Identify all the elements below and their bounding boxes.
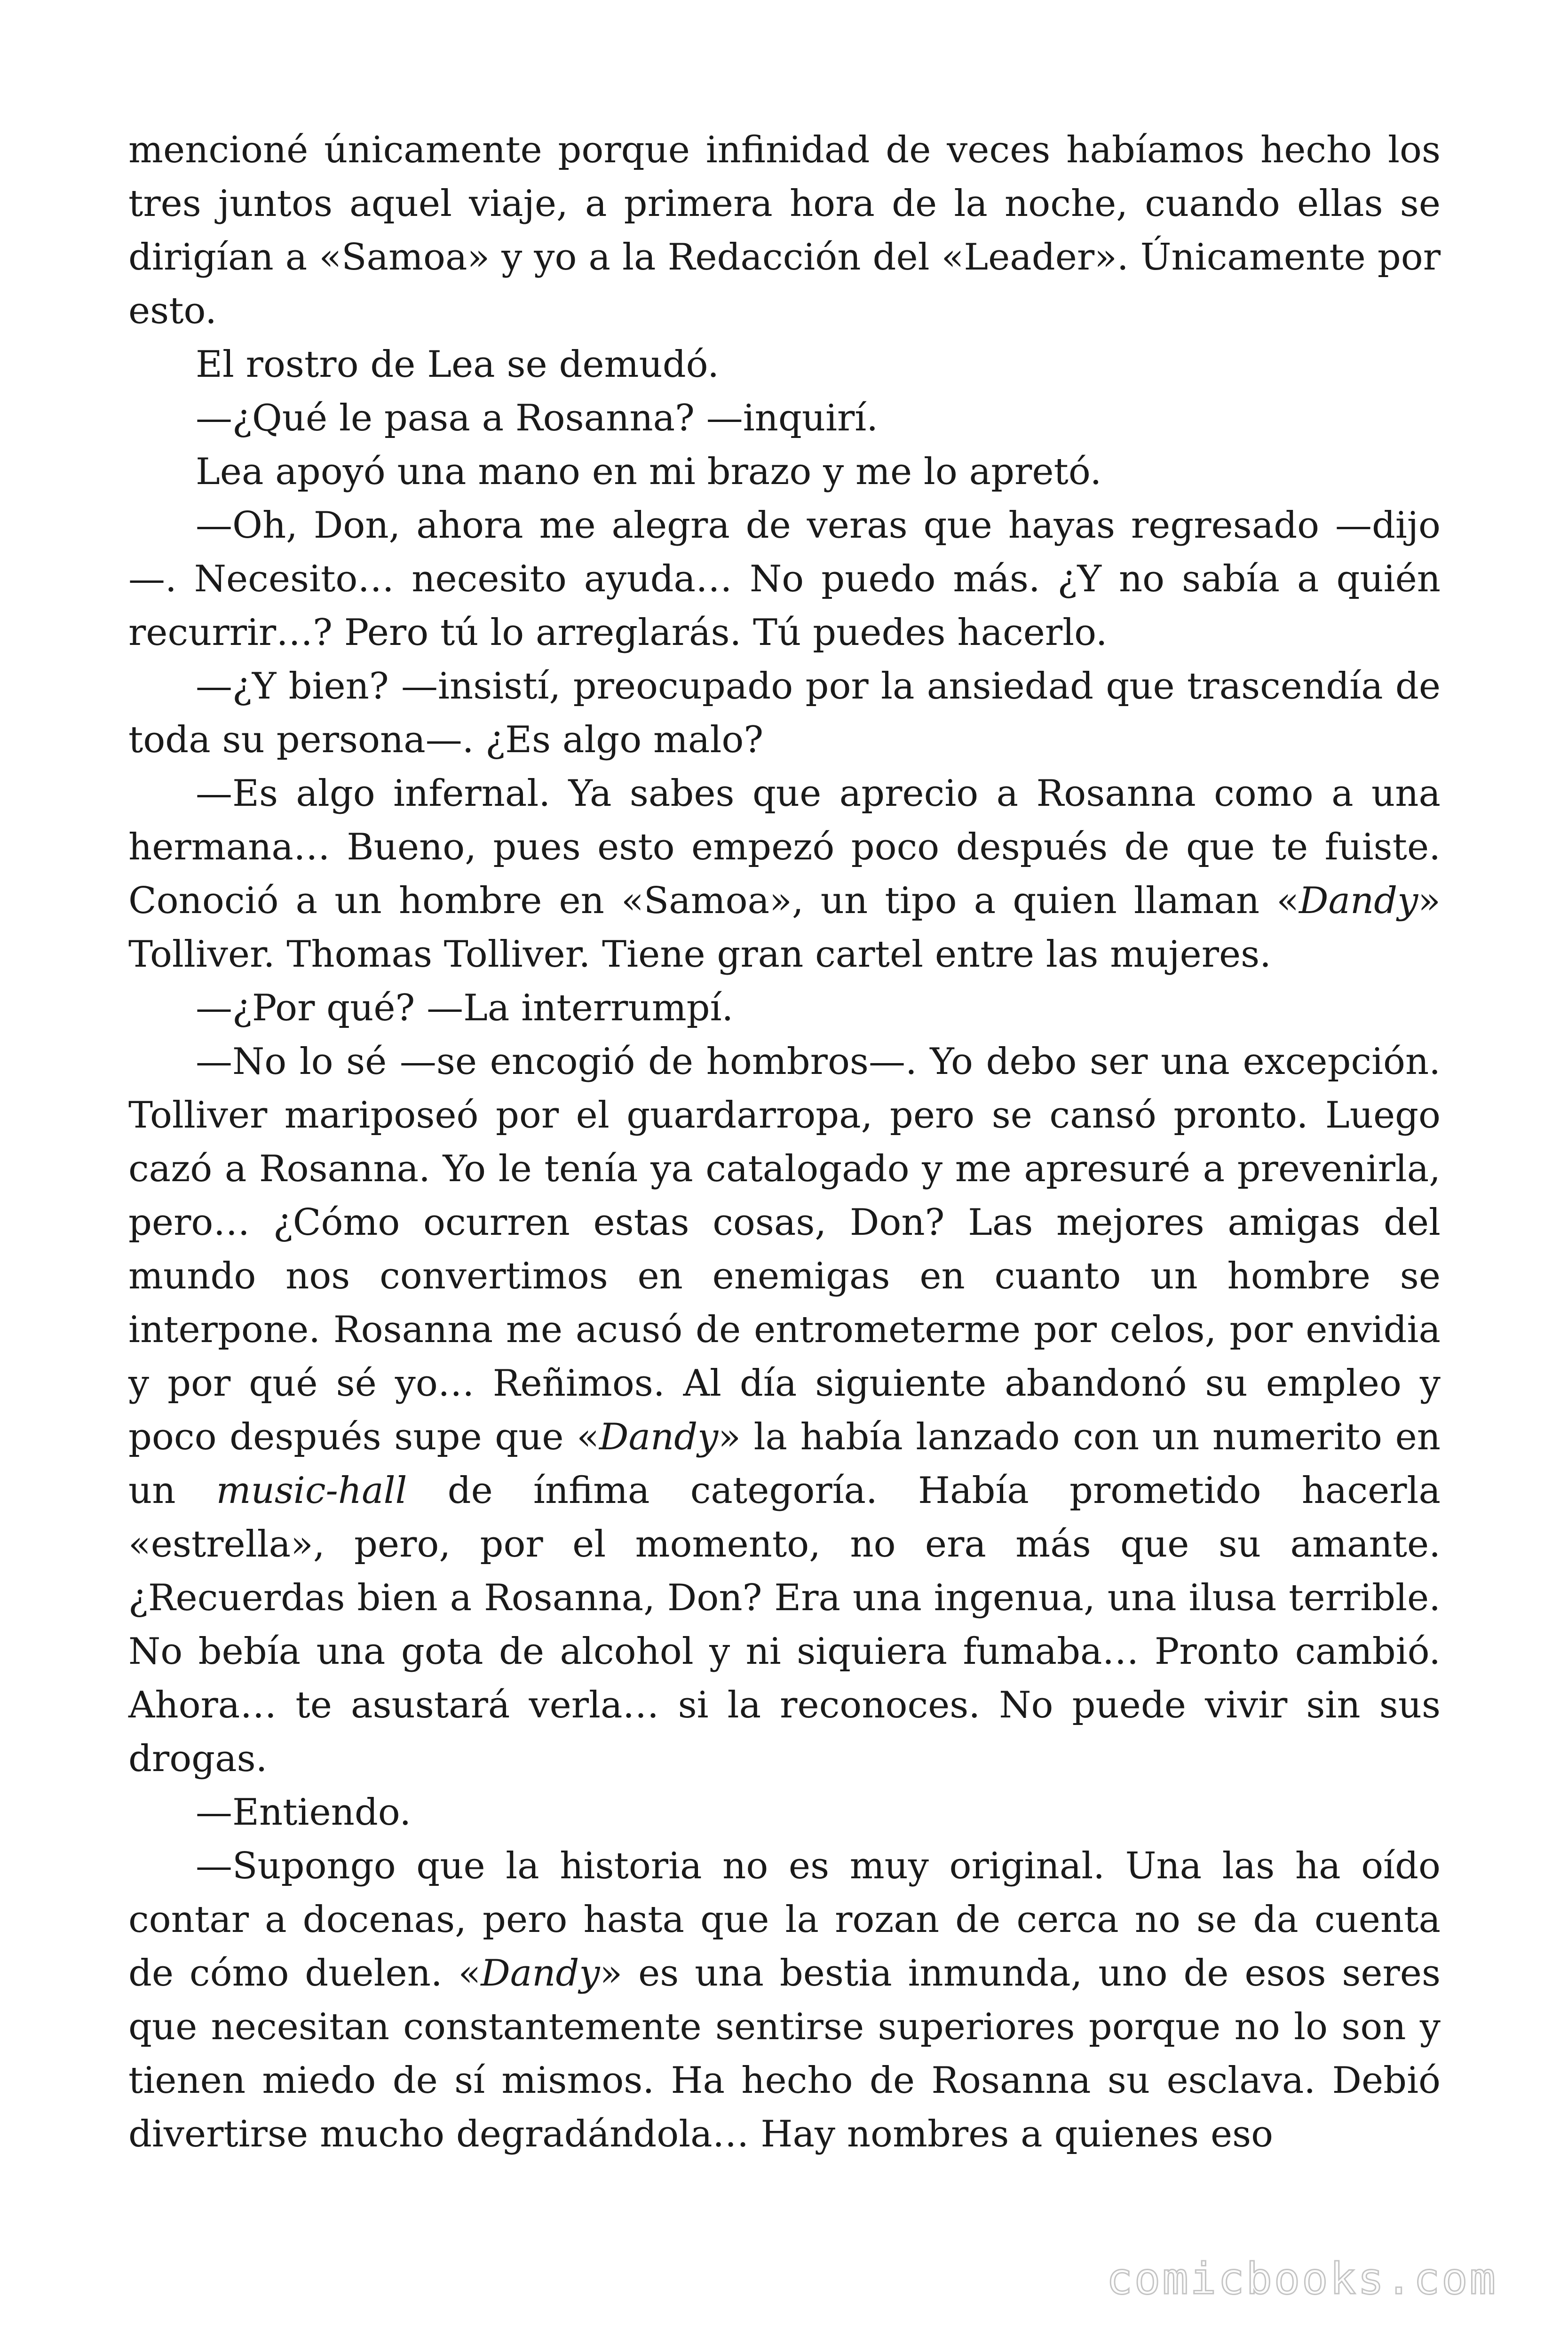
text-run: —¿Y bien? —insistí, preocupado por la ansiedad que trascendía de toda su persona—. ¿Es algo malo? xyxy=(128,665,1441,761)
paragraph xyxy=(128,499,1441,660)
text-run: Lea apoyó una mano en mi brazo y me lo apretó. xyxy=(196,451,1102,493)
paragraph xyxy=(128,1035,1441,1786)
text-run: » Tolliver. Thomas Tolliver. Tiene gran cartel entre las mujeres. xyxy=(128,880,1441,976)
text-run: de ínfima categoría. Había prometido hacerla «estrella», pero, por el momento, no era más que su amante. ¿Recuerdas bien a Rosanna, Don? Era una ingenua, una ilusa terrible. No bebía una gota de alcohol y ni siquiera fumaba… Pronto cambió. Ahora… te asustará verla… si la reconoces. No puede vivir sin sus drogas. xyxy=(128,1470,1441,1780)
text-run: —Es algo infernal. Ya sabes que aprecio a Rosanna como a una hermana… Bueno, pues esto empezó poco después de que te fuiste. Conoció a un hombre en «Samoa», un tipo a quien llaman « xyxy=(128,772,1441,922)
paragraph xyxy=(128,660,1441,767)
paragraph xyxy=(128,1839,1441,2161)
text-run: —No lo sé —se encogió de hombros—. Yo debo ser una excepción. Tolliver mariposeó por el guardarropa, pero se cansó pronto. Luego cazó a Rosanna. Yo le tenía ya catalogado y me apresuré a prevenirla, pero… ¿Cómo ocurren estas cosas, Don? Las mejores amigas del mundo nos convertimos en enemigas en cuanto un hombre se interpone. Rosanna me acusó de entrometerme por celos, por envidia y por qué sé yo… Reñimos. Al día siguiente abandonó su empleo y poco después supe que « xyxy=(128,1041,1441,1458)
watermark: comicbooks.com xyxy=(1106,2254,1497,2304)
text-column xyxy=(128,123,1441,2161)
text-run: —¿Qué le pasa a Rosanna? —inquirí. xyxy=(196,397,879,439)
italic-text: music-hall xyxy=(216,1470,407,1512)
text-run: mencioné únicamente porque infinidad de veces habíamos hecho los tres juntos aquel viaje, a primera hora de la noche, cuando ellas se dirigían a «Samoa» y yo a la Redacción del «Leader». Únicamente por esto. xyxy=(128,129,1441,332)
paragraph xyxy=(128,1786,1441,1839)
italic-text: Dandy xyxy=(1299,880,1418,922)
paragraph xyxy=(128,981,1441,1035)
text-run: El rostro de Lea se demudó. xyxy=(196,343,720,386)
italic-text: Dandy xyxy=(481,1952,600,1994)
text-run: » es una bestia inmunda, uno de esos seres que necesitan constantemente sentirse superiores porque no lo son y tienen miedo de sí mismos. Ha hecho de Rosanna su esclava. Debió divertirse mucho degradándola… Hay nombres a quienes eso xyxy=(128,1952,1441,2155)
paragraph xyxy=(128,391,1441,445)
text-run: —Oh, Don, ahora me alegra de veras que hayas regresado —dijo —. Necesito… necesito ayuda… No puedo más. ¿Y no sabía a quién recurrir…? Pero tú lo arreglarás. Tú puedes hacerlo. xyxy=(128,504,1441,654)
text-run: —¿Por qué? —La interrumpí. xyxy=(196,987,734,1029)
paragraph xyxy=(128,767,1441,981)
paragraph xyxy=(128,445,1441,499)
italic-text: Dandy xyxy=(599,1416,719,1458)
text-run: —Supongo que la historia no es muy original. Una las ha oído contar a docenas, pero hasta que la rozan de cerca no se da cuenta de cómo duelen. « xyxy=(128,1845,1441,1994)
text-run: —Entiendo. xyxy=(196,1791,412,1834)
paragraph xyxy=(128,123,1441,338)
text-run: » la había lanzado con un numerito en un xyxy=(128,1416,1441,1512)
paragraph xyxy=(128,338,1441,391)
